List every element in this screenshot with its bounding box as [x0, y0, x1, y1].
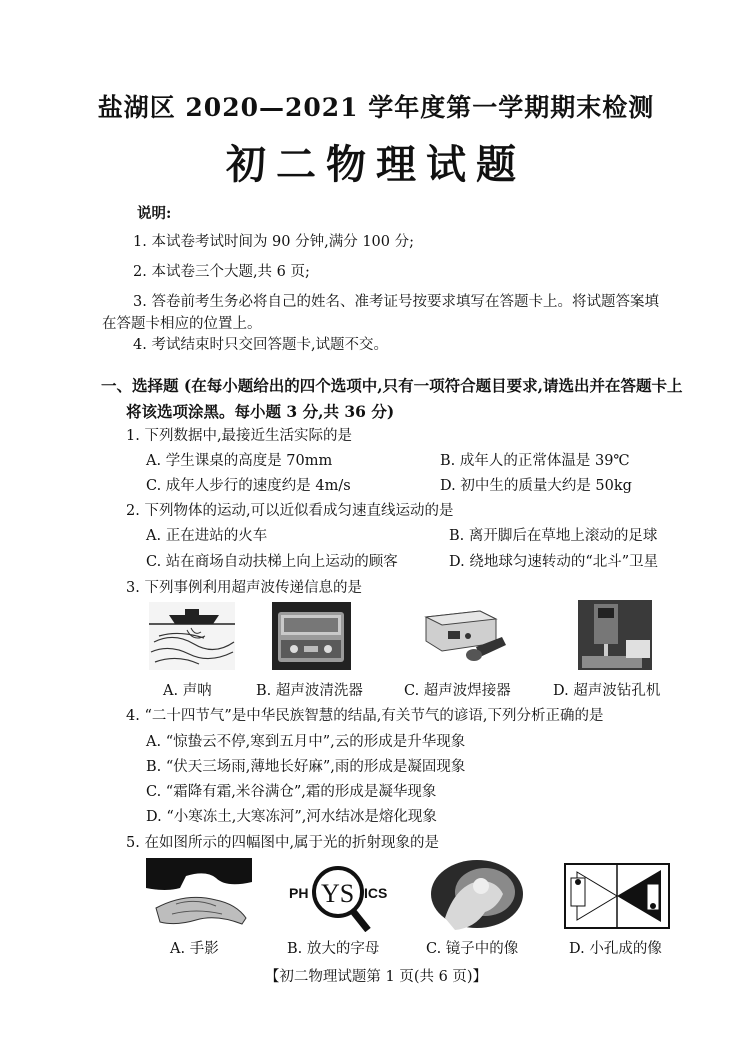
- exam-subject: 初二物理试题: [226, 141, 526, 188]
- question-stem: 3. 下列事例利用超声波传递信息的是: [126, 580, 362, 596]
- image-caption: D. 小孔成的像: [569, 941, 662, 957]
- option-c: C. 站在商场自动扶梯上向上运动的顾客: [146, 554, 398, 570]
- hand-shadow-image: [146, 858, 252, 930]
- question-stem: 4. “二十四节气”是中华民族智慧的结晶,有关节气的谚语,下列分析正确的是: [126, 708, 604, 724]
- image-caption: B. 放大的字母: [287, 941, 380, 957]
- option-c: C. “霜降有霜,米谷满仓”,霜的形成是凝华现象: [146, 784, 437, 800]
- image-caption: A. 手影: [170, 941, 219, 957]
- image-caption: D. 超声波钻孔机: [553, 683, 661, 699]
- instructions-heading: 说明:: [137, 205, 172, 222]
- image-caption: A. 声呐: [163, 683, 212, 699]
- mirror-image: [425, 858, 528, 932]
- instruction-item: 在答题卡相应的位置上。: [102, 316, 262, 332]
- ultrasonic-welder-image: [418, 603, 510, 671]
- sonar-image: [149, 602, 235, 670]
- letters-magnified: YS: [321, 879, 355, 908]
- question-stem: 2. 下列物体的运动,可以近似看成匀速直线运动的是: [126, 503, 454, 519]
- letters-left: PH: [289, 885, 309, 901]
- option-c: C. 成年人步行的速度约是 4m/s: [146, 478, 351, 494]
- option-d: D. “小寒冻土,大寒冻河”,河水结冰是熔化现象: [146, 809, 437, 825]
- image-caption: B. 超声波清洗器: [256, 683, 363, 699]
- instruction-item: 3. 答卷前考生务必将自己的姓名、准考证号按要求填写在答题卡上。将试题答案填: [133, 294, 659, 310]
- image-caption: C. 镜子中的像: [426, 941, 519, 957]
- letters-right: ICS: [364, 885, 388, 901]
- option-d: D. 绕地球匀速转动的“北斗”卫星: [449, 554, 659, 570]
- instruction-item: 2. 本试卷三个大题,共 6 页;: [133, 264, 310, 280]
- magnified-letters-image: [286, 858, 396, 932]
- question-stem: 1. 下列数据中,最接近生活实际的是: [126, 428, 353, 444]
- question-stem: 5. 在如图所示的四幅图中,属于光的折射现象的是: [126, 835, 440, 851]
- ultrasonic-cleaner-image: [272, 602, 351, 670]
- section-heading: 一、选择题 (在每小题给出的四个选项中,只有一项符合题目要求,请选出并在答题卡上: [101, 376, 683, 395]
- page-footer: 【初二物理试题第 1 页(共 6 页)】: [264, 969, 488, 985]
- image-caption: C. 超声波焊接器: [404, 683, 511, 699]
- section-heading-cont: 将该选项涂黑。每小题 3 分,共 36 分): [126, 402, 395, 421]
- option-b: B. 离开脚后在草地上滚动的足球: [449, 528, 658, 544]
- option-d: D. 初中生的质量大约是 50kg: [440, 478, 632, 494]
- option-a: A. “惊蛰云不停,寒到五月中”,云的形成是升华现象: [146, 734, 466, 750]
- option-b: B. 成年人的正常体温是 39℃: [440, 453, 630, 469]
- pinhole-image: [563, 858, 671, 934]
- option-a: A. 学生课桌的高度是 70mm: [146, 453, 333, 469]
- option-a: A. 正在进站的火车: [146, 528, 268, 544]
- instruction-item: 1. 本试卷考试时间为 90 分钟,满分 100 分;: [133, 234, 415, 250]
- ultrasonic-drill-image: [576, 600, 654, 670]
- exam-title: 盐湖区 2020—2021 学年度第一学期期末检测: [97, 93, 655, 122]
- option-b: B. “伏天三场雨,薄地长好麻”,雨的形成是凝固现象: [146, 759, 466, 775]
- instruction-item: 4. 考试结束时只交回答题卡,试题不交。: [133, 337, 389, 353]
